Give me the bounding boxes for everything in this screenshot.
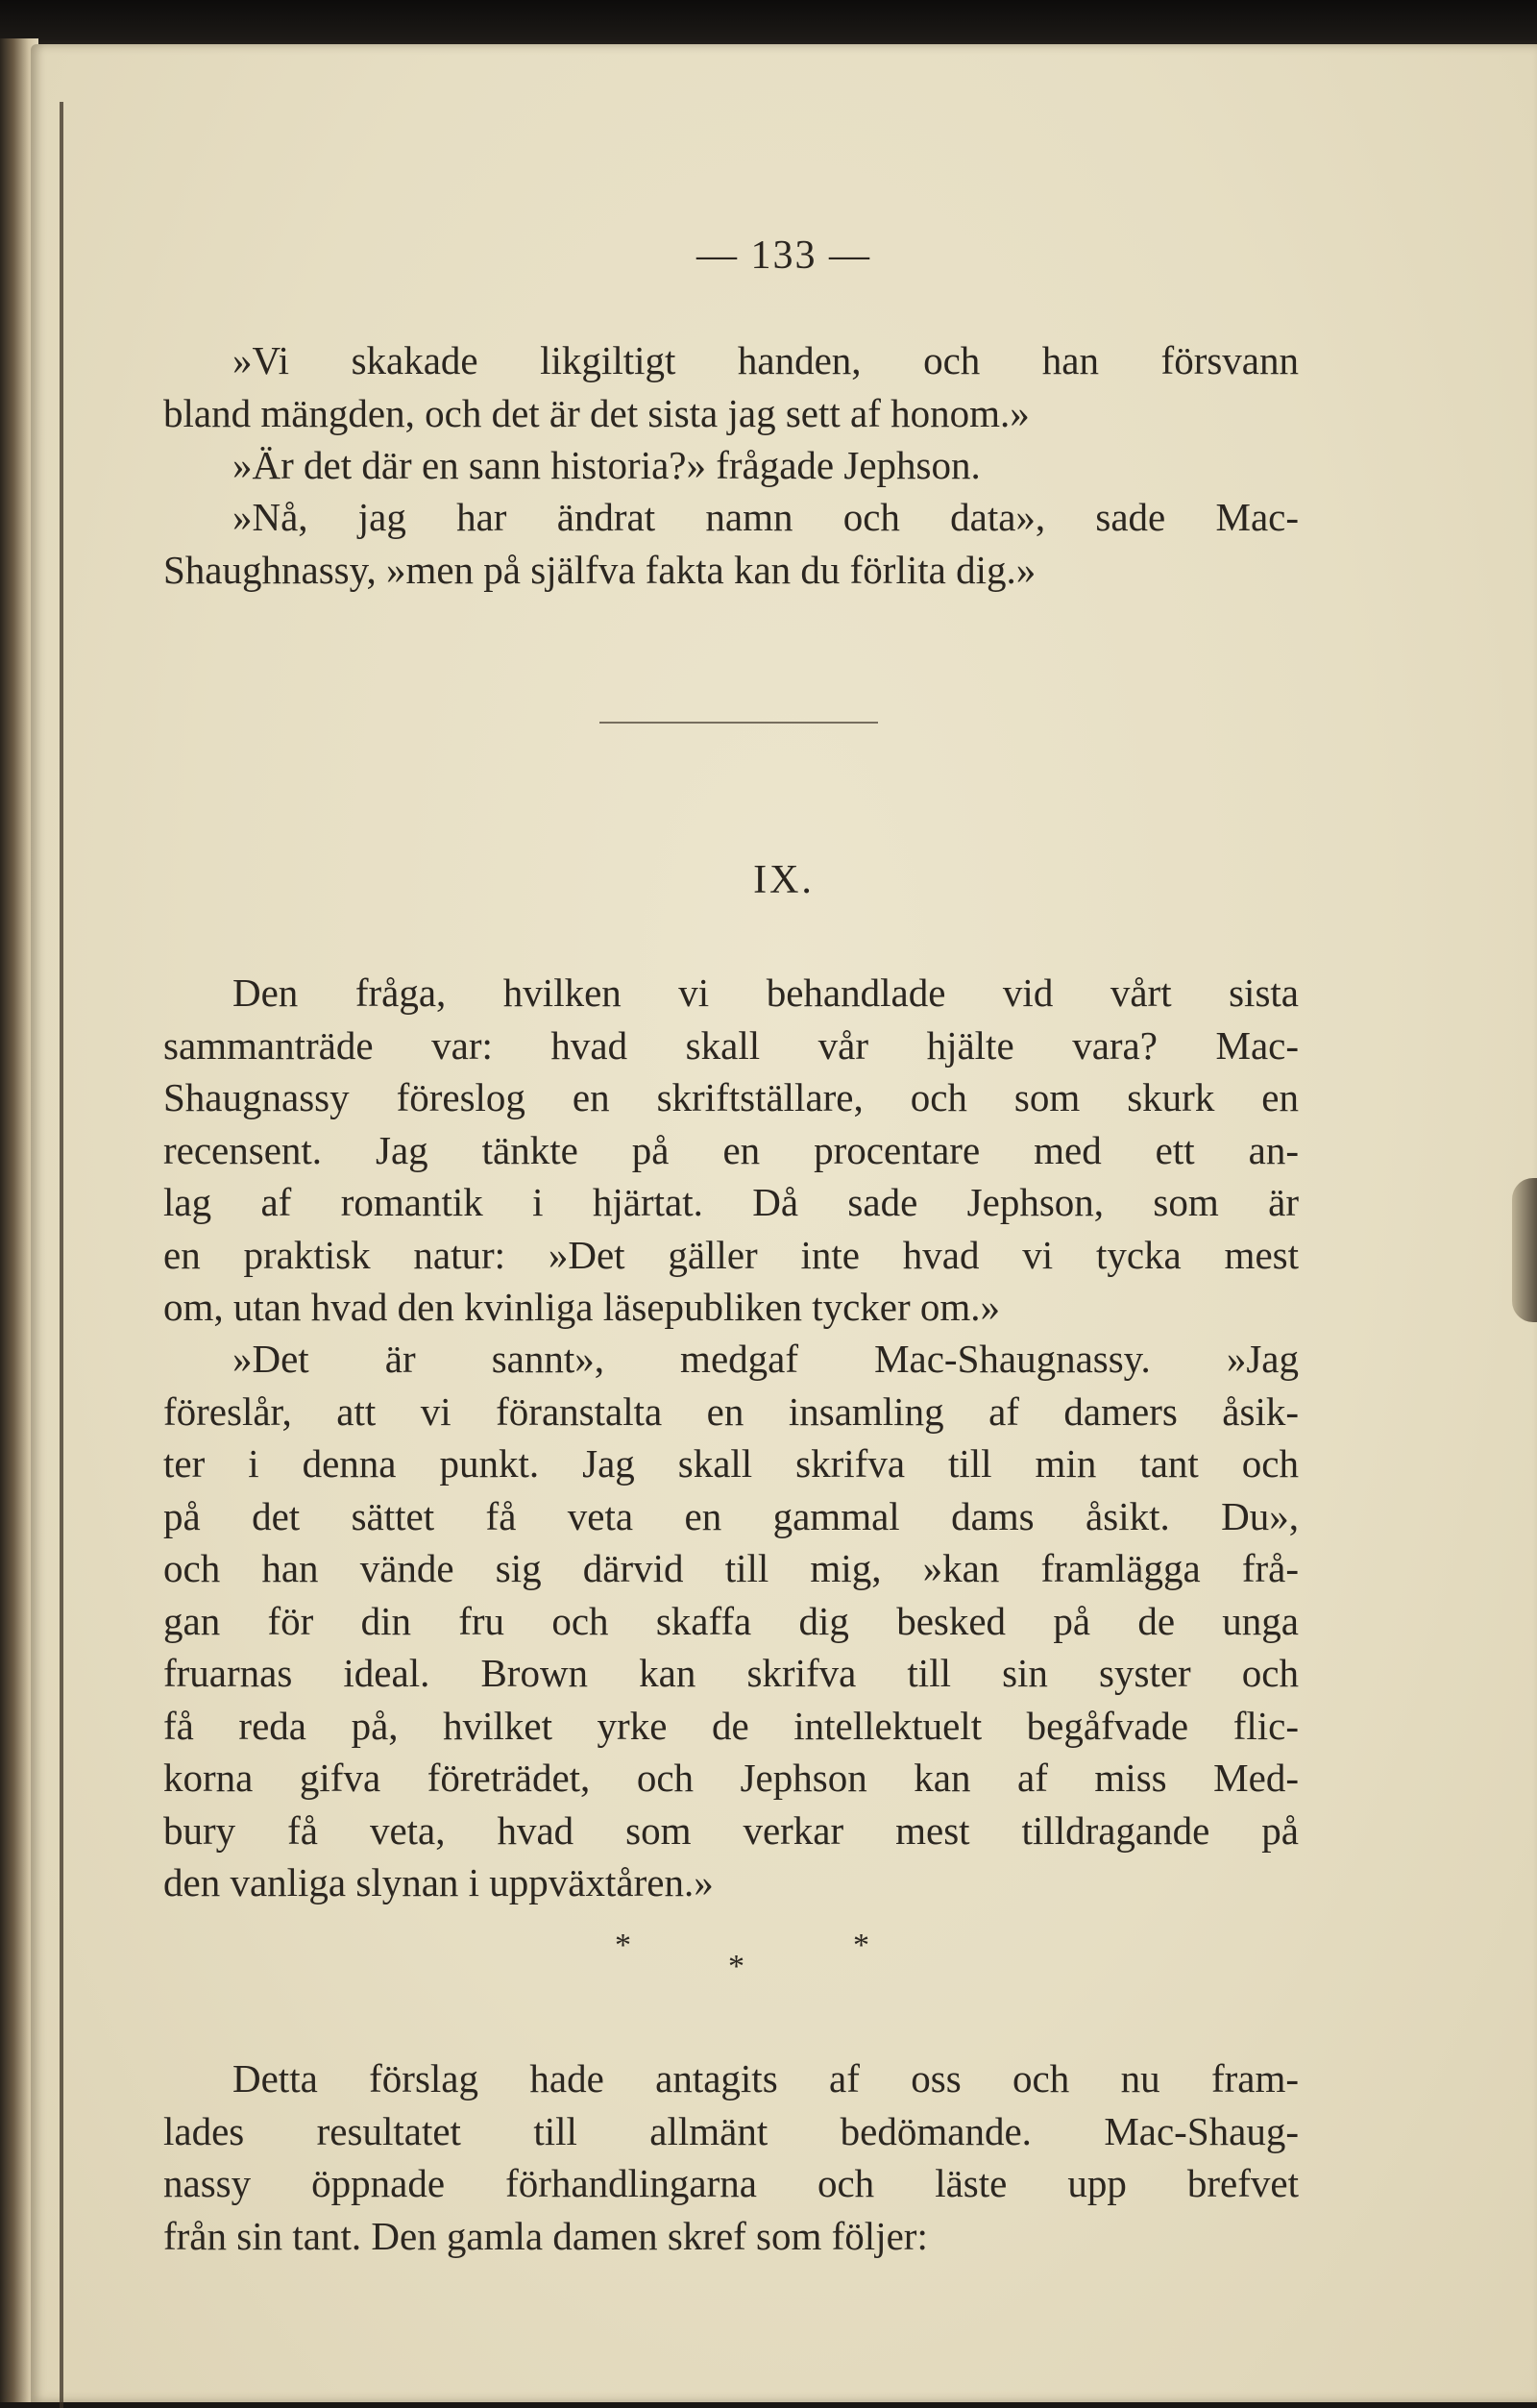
text-line: lag af romantik i hjärtat. Då sade Jephson, som är <box>163 1180 1299 1224</box>
text-line: bury få veta, hvad som verkar mest tilldragande på <box>163 1807 1299 1853</box>
text-line: gan för din fru och skaffa dig besked på de unga <box>163 1598 1299 1643</box>
text-line: »Är det där en sann historia?» frågade Jephson. <box>232 443 981 487</box>
page-edge-notch <box>1512 1178 1537 1322</box>
asterisk: * <box>728 1949 744 1984</box>
page-gutter-line <box>60 102 63 2408</box>
text-line: Den fråga, hvilken vi behandlade vid vårt sista <box>232 971 1299 1015</box>
paragraph-chapter-2 <box>163 1333 1299 1909</box>
text-line: sammanträde var: hvad skall vår hjälte vara? Mac- <box>163 1022 1299 1068</box>
text-line: korna gifva företrädet, och Jephson kan af miss Med- <box>163 1756 1299 1800</box>
text-line: och han vände sig därvid till mig, »kan framlägga frå- <box>163 1546 1299 1590</box>
text-line: Shaughnassy, »men på själfva fakta kan du förlita dig.» <box>163 547 1037 592</box>
text-line: »Nå, jag har ändrat namn och data», sade Mac- <box>232 495 1299 539</box>
paragraph-dialogue-2 <box>163 439 1299 492</box>
text-line: om, utan hvad den kvinliga läsepubliken tycker om.» <box>163 1285 1001 1329</box>
paragraph-dialogue-1 <box>163 334 1299 439</box>
section-divider-rule <box>599 722 878 724</box>
text-line: »Vi skakade likgiltigt handen, och han försvann <box>232 338 1299 382</box>
text-line: »Det är sannt», medgaf Mac-Shaugnassy. »Jag <box>232 1337 1299 1381</box>
section-break-asterisks <box>559 1928 905 1995</box>
text-line: bland mängden, och det är det sista jag sett af honom.» <box>163 390 1030 435</box>
asterisk: * <box>615 1928 631 1963</box>
paragraph-chapter-1 <box>163 967 1299 1334</box>
text-line: från sin tant. Den gamla damen skref som följer: <box>163 2213 928 2258</box>
text-line: föreslår, att vi föranstalta en insamling af damers åsik- <box>163 1388 1299 1434</box>
text-line: fruarnas ideal. Brown kan skrifva till sin syster och <box>163 1651 1299 1695</box>
text-line: nassy öppnade förhandlingarna och läste upp brefvet <box>163 2161 1299 2205</box>
text-line: få reda på, hvilket yrke de intellektuelt begåfvade flic- <box>163 1703 1299 1748</box>
text-line: på det sättet få veta en gammal dams åsikt. Du», <box>163 1493 1299 1538</box>
page-number: — 133 — <box>696 233 871 278</box>
text-line: lades resultatet till allmänt bedömande. Mac-Shaug- <box>163 2108 1299 2153</box>
asterisk: * <box>853 1928 869 1963</box>
text-line: ter i denna punkt. Jag skall skrifva till min tant och <box>163 1441 1299 1486</box>
text-line: recensent. Jag tänkte på en procentare med ett an- <box>163 1127 1299 1172</box>
text-line: en praktisk natur: »Det gäller inte hvad vi tycka mest <box>163 1232 1299 1277</box>
book-page <box>31 44 1537 2402</box>
text-line: Shaugnassy föreslog en skriftställare, och som skurk en <box>163 1075 1299 1119</box>
paragraph-dialogue-3 <box>163 491 1299 596</box>
text-line: den vanliga slynan i uppväxtåren.» <box>163 1860 714 1904</box>
text-line: Detta förslag hade antagits af oss och nu fram- <box>232 2056 1299 2101</box>
paragraph-chapter-3 <box>163 2052 1299 2262</box>
chapter-heading: IX. <box>753 858 815 902</box>
